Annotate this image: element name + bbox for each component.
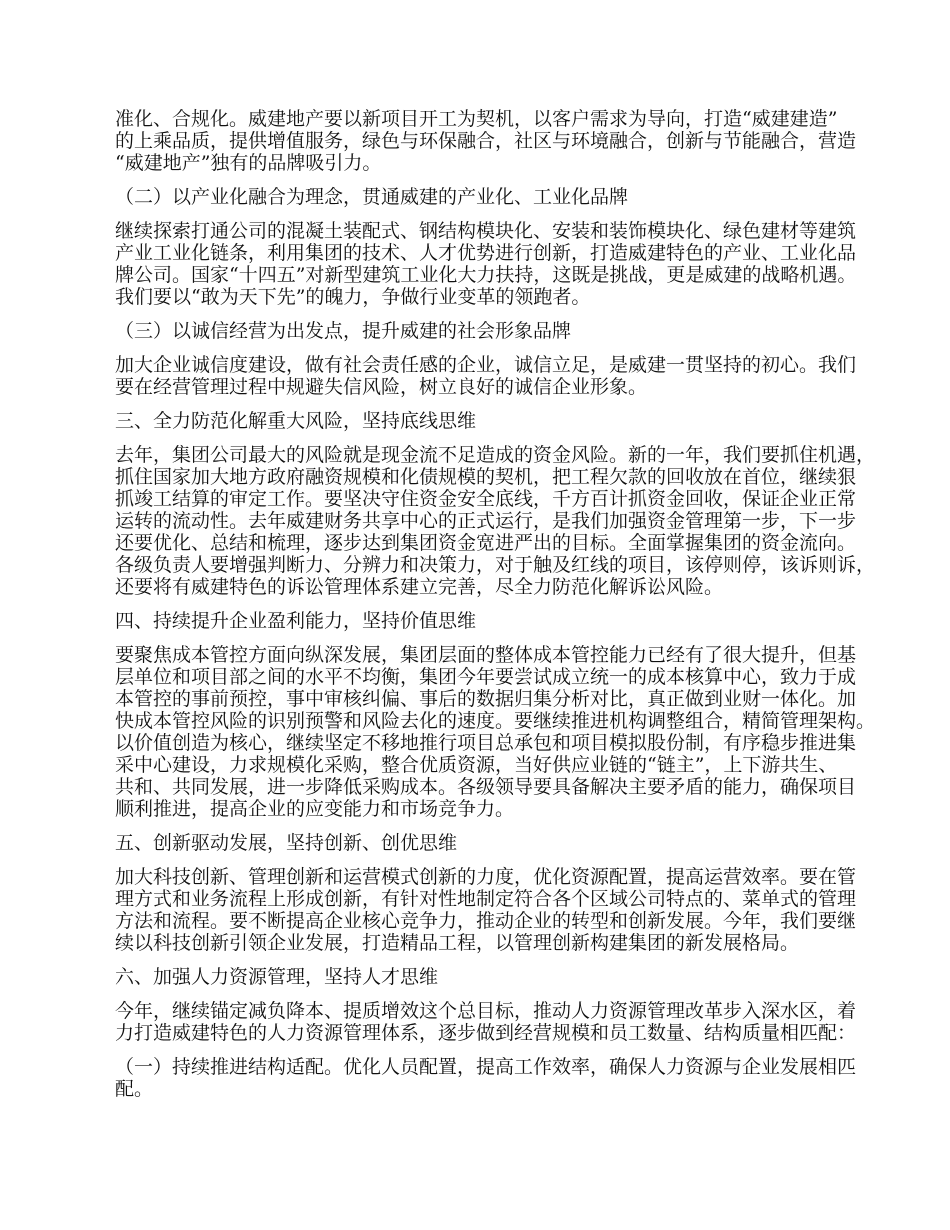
- text-line: 配。: [115, 1078, 154, 1100]
- body-paragraph: [115, 1056, 855, 1100]
- section-heading: [115, 186, 855, 208]
- text-line: 本管控的事前预控，事中审核纠偏、事后的数据归集分析对比，真正做到业财一体化。加: [115, 688, 857, 710]
- body-paragraph: [115, 220, 855, 308]
- text-line: “威建地产”独有的品牌吸引力。: [115, 152, 382, 174]
- text-line: 抓住国家加大地方政府融资规模和化债规模的契机，把工程欠款的回收放在首位，继续狠: [115, 466, 857, 488]
- text-line: 我们要以“敢为天下先”的魄力，争做行业变革的领跑者。: [115, 286, 591, 308]
- text-line: 加大科技创新、管理创新和运营模式创新的力度，优化资源配置，提高运营效率。要在管: [115, 866, 857, 888]
- text-line: 四、持续提升企业盈利能力，坚持价值思维: [115, 610, 477, 632]
- text-line: 力打造威建特色的人力资源管理体系，逐步做到经营规模和员工数量、结构质量相匹配：: [115, 1022, 857, 1044]
- body-paragraph: [115, 644, 876, 820]
- text-line: 运转的流动性。去年威建财务共享中心的正式运行，是我们加强资金管理第一步，下一步: [115, 510, 857, 532]
- body-paragraph: [115, 108, 855, 174]
- text-line: 三、全力防范化解重大风险，坚持底线思维: [115, 410, 477, 432]
- text-line: 准化、合规化。威建地产要以新项目开工为契机，以客户需求为导向，打造“威建建造”: [115, 108, 838, 130]
- section-heading: [115, 410, 855, 432]
- text-line: 各级负责人要增强判断力、分辨力和决策力，对于触及红线的项目，该停则停，该诉则诉，: [115, 554, 876, 576]
- text-line: 续以科技创新引领企业发展，打造精品工程，以管理创新构建集团的新发展格局。: [115, 932, 800, 954]
- text-line: 要在经营管理过程中规避失信风险，树立良好的诚信企业形象。: [115, 376, 648, 398]
- text-line: （二）以产业化融合为理念，贯通威建的产业化、工业化品牌: [115, 186, 629, 208]
- text-line: 产业工业化链条，利用集团的技术、人才优势进行创新，打造威建特色的产业、工业化品: [115, 242, 857, 264]
- body-paragraph: [115, 354, 855, 398]
- text-line: 采中心建设，力求规模化采购，整合优质资源，当好供应业链的“链主”，上下游共生、: [115, 754, 838, 776]
- section-heading: [115, 320, 855, 342]
- text-line: （一）持续推进结构适配。优化人员配置，提高工作效率，确保人力资源与企业发展相匹: [115, 1056, 857, 1078]
- text-line: 五、创新驱动发展，坚持创新、创优思维: [115, 832, 458, 854]
- text-line: 抓竣工结算的审定工作。要坚决守住资金安全底线，千方百计抓资金回收，保证企业正常: [115, 488, 857, 510]
- section-heading: [115, 610, 855, 632]
- body-paragraph: [115, 866, 855, 954]
- text-line: 的上乘品质，提供增值服务，绿色与环保融合，社区与环境融合，创新与节能融合，营造: [115, 130, 857, 152]
- text-line: 顺利推进，提高企业的应变能力和市场竞争力。: [115, 798, 515, 820]
- section-heading: [115, 966, 855, 988]
- section-heading: [115, 832, 855, 854]
- text-line: 层单位和项目部之间的水平不均衡，集团今年要尝试成立统一的成本核算中心，致力于成: [115, 666, 857, 688]
- text-line: 以价值创造为核心，继续坚定不移地推行项目总承包和项目模拟股份制，有序稳步推进集: [115, 732, 857, 754]
- text-line: 理方式和业务流程上形成创新，有针对性地制定符合各个区域公司特点的、菜单式的管理: [115, 888, 857, 910]
- text-line: 牌公司。国家“十四五”对新型建筑工业化大力扶持，这既是挑战，更是威建的战略机遇。: [115, 264, 857, 286]
- body-paragraph: [115, 444, 876, 598]
- text-line: （三）以诚信经营为出发点，提升威建的社会形象品牌: [115, 320, 572, 342]
- text-line: 还要优化、总结和梳理，逐步达到集团资金宽进严出的目标。全面掌握集团的资金流向。: [115, 532, 857, 554]
- document-page: [115, 108, 876, 1112]
- text-line: 快成本管控风险的识别预警和风险去化的速度。要继续推进机构调整组合，精简管理架构。: [115, 710, 876, 732]
- text-line: 今年，继续锚定减负降本、提质增效这个总目标，推动人力资源管理改革步入深水区，着: [115, 1000, 857, 1022]
- text-line: 继续探索打通公司的混凝土装配式、钢结构模块化、安装和装饰模块化、绿色建材等建筑: [115, 220, 857, 242]
- body-paragraph: [115, 1000, 855, 1044]
- text-line: 加大企业诚信度建设，做有社会责任感的企业，诚信立足，是威建一贯坚持的初心。我们: [115, 354, 857, 376]
- text-line: 还要将有威建特色的诉讼管理体系建立完善，尽全力防范化解诉讼风险。: [115, 576, 724, 598]
- text-line: 方法和流程。要不断提高企业核心竞争力，推动企业的转型和创新发展。今年，我们要继: [115, 910, 857, 932]
- text-line: 要聚焦成本管控方面向纵深发展，集团层面的整体成本管控能力已经有了很大提升，但基: [115, 644, 857, 666]
- text-line: 去年，集团公司最大的风险就是现金流不足造成的资金风险。新的一年，我们要抓住机遇，: [115, 444, 876, 466]
- text-line: 共和、共同发展，进一步降低采购成本。各级领导要具备解决主要矛盾的能力，确保项目: [115, 776, 857, 798]
- text-line: 六、加强人力资源管理，坚持人才思维: [115, 966, 439, 988]
